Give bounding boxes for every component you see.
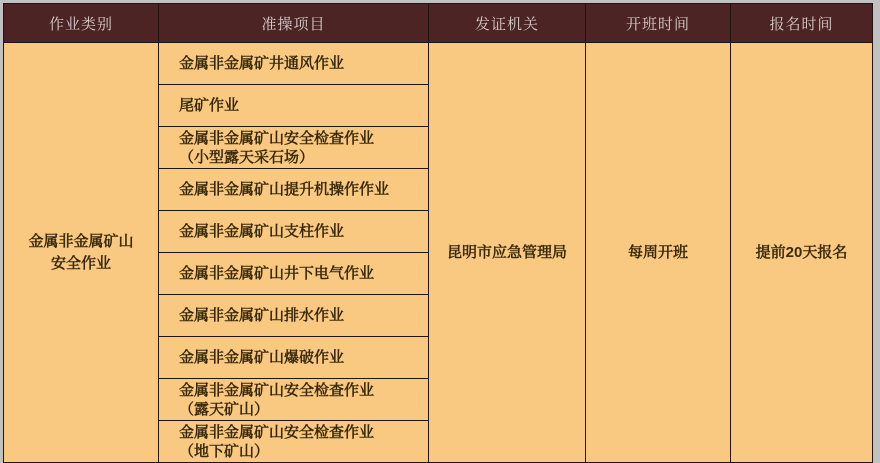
header-cell-issuing-authority: 发证机关 [429, 4, 586, 43]
item-cell [159, 211, 429, 253]
category-line-1: 金属非金属矿山 [28, 232, 134, 250]
item-cell [159, 85, 429, 127]
header-cell-job-category: 作业类别 [4, 4, 159, 43]
item-text: 金属非金属矿井通风作业 [179, 55, 345, 72]
item-text-line2: （小型露天采石场） [179, 148, 315, 166]
item-cell [159, 295, 429, 337]
category-line-2: 安全作业 [50, 254, 111, 272]
course-table [3, 3, 873, 463]
item-cell [159, 127, 429, 169]
registration-cell: 提前20天报名 [731, 43, 873, 463]
table-row [4, 43, 873, 85]
schedule-cell: 每周开班 [586, 43, 731, 463]
authority-cell: 昆明市应急管理局 [429, 43, 586, 463]
item-text-line2: （露天矿山） [179, 400, 270, 418]
header-row [4, 4, 873, 43]
item-cell [159, 337, 429, 379]
item-cell [159, 43, 429, 85]
header-cell-class-start-time: 开班时间 [586, 4, 731, 43]
item-text: 金属非金属矿山排水作业 [179, 307, 345, 324]
item-text-line2: （地下矿山） [179, 442, 270, 460]
item-text: 金属非金属矿山提升机操作作业 [179, 181, 390, 198]
item-text: 金属非金属矿山爆破作业 [179, 349, 345, 366]
header-cell-permitted-items: 准操项目 [159, 4, 429, 43]
item-cell [159, 253, 429, 295]
item-text: 金属非金属矿山安全检查作业 [179, 381, 375, 399]
course-table-container [3, 3, 873, 463]
item-cell [159, 421, 429, 463]
item-text: 金属非金属矿山井下电气作业 [179, 265, 375, 282]
category-cell [4, 43, 159, 463]
item-text: 金属非金属矿山安全检查作业 [179, 129, 375, 147]
item-text: 金属非金属矿山支柱作业 [179, 223, 345, 240]
item-text: 尾矿作业 [179, 97, 240, 114]
item-cell [159, 169, 429, 211]
item-cell [159, 379, 429, 421]
header-cell-registration-time: 报名时间 [731, 4, 873, 43]
item-text: 金属非金属矿山安全检查作业 [179, 423, 375, 441]
